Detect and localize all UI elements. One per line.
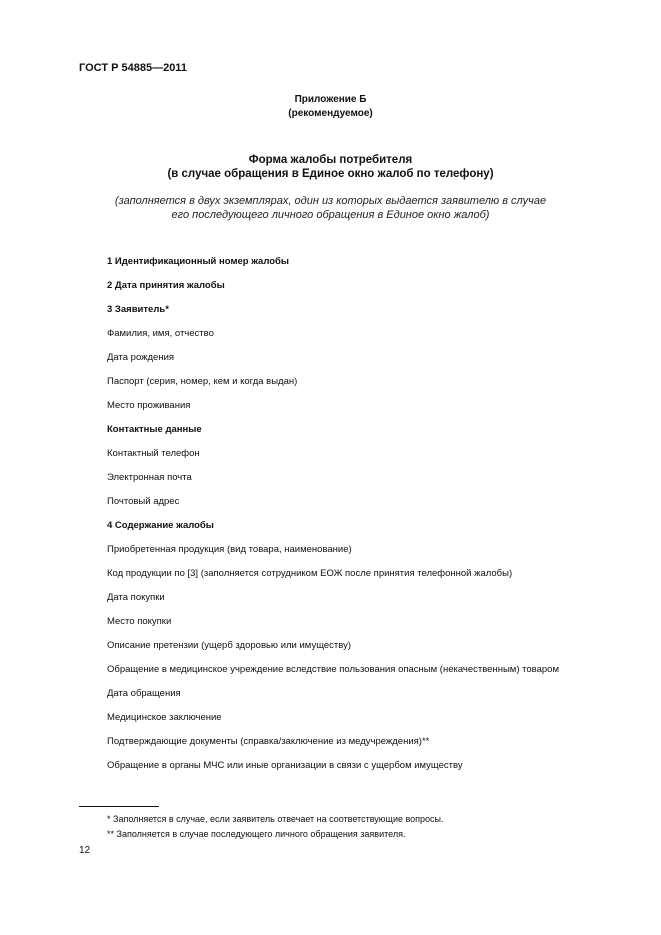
form-field-label: Обращение в органы МЧС или иные организации в связи с ущербом имуществу [107, 760, 463, 771]
annex-heading [0, 93, 661, 121]
form-field-label: Дата покупки [107, 592, 165, 603]
footnote-2: ** Заполняется в случае последующего личного обращения заявителя. [107, 829, 406, 839]
form-field-label: Дата обращения [107, 688, 181, 699]
form-title [0, 153, 661, 181]
section-heading: 3 Заявитель* [107, 304, 169, 315]
form-field-label: Паспорт (серия, номер, кем и когда выдан) [107, 376, 298, 387]
form-note [0, 194, 661, 222]
form-field-label: Приобретенная продукция (вид товара, наименование) [107, 544, 352, 555]
form-field-label: Дата рождения [107, 352, 175, 363]
form-field-label: Место покупки [107, 616, 172, 627]
section-heading: Контактные данные [107, 424, 202, 435]
form-note-line-2: его последующего личного обращения в Единое окно жалоб) [171, 209, 490, 221]
form-field-label: Медицинское заключение [107, 712, 222, 723]
form-field-label: Обращение в медицинское учреждение вследствие пользования опасным (некачественным) товаром [107, 664, 559, 675]
form-field-label: Описание претензии (ущерб здоровью или имуществу) [107, 640, 352, 651]
form-field-label: Почтовый адрес [107, 496, 180, 507]
section-heading: 1 Идентификационный номер жалобы [107, 256, 290, 267]
section-heading: 2 Дата принятия жалобы [107, 280, 225, 291]
footnote-1: * Заполняется в случае, если заявитель отвечает на соответствующие вопросы. [107, 814, 444, 824]
form-field-label: Электронная почта [107, 472, 192, 483]
form-field-label: Фамилия, имя, отчество [107, 328, 214, 339]
form-field-label: Код продукции по [3] (заполняется сотрудником ЕОЖ после принятия телефонной жалобы) [107, 568, 513, 579]
annex-title: Приложение Б [294, 94, 367, 105]
form-title-line-2: (в случае обращения в Единое окно жалоб по телефону) [167, 168, 494, 180]
form-field-label: Место проживания [107, 400, 191, 411]
standard-number: ГОСТ Р 54885—2011 [79, 62, 187, 74]
form-field-label: Контактный телефон [107, 448, 200, 459]
footnote-separator [79, 806, 159, 807]
form-field-label: Подтверждающие документы (справка/заключение из медучреждения)** [107, 736, 430, 747]
annex-status: (рекомендуемое) [288, 108, 373, 119]
form-title-line-1: Форма жалобы потребителя [248, 154, 413, 166]
page-number: 12 [79, 845, 91, 856]
form-note-line-1: (заполняется в двух экземплярах, один из которых выдается заявителю в случае [114, 195, 547, 207]
section-heading: 4 Содержание жалобы [107, 520, 214, 531]
